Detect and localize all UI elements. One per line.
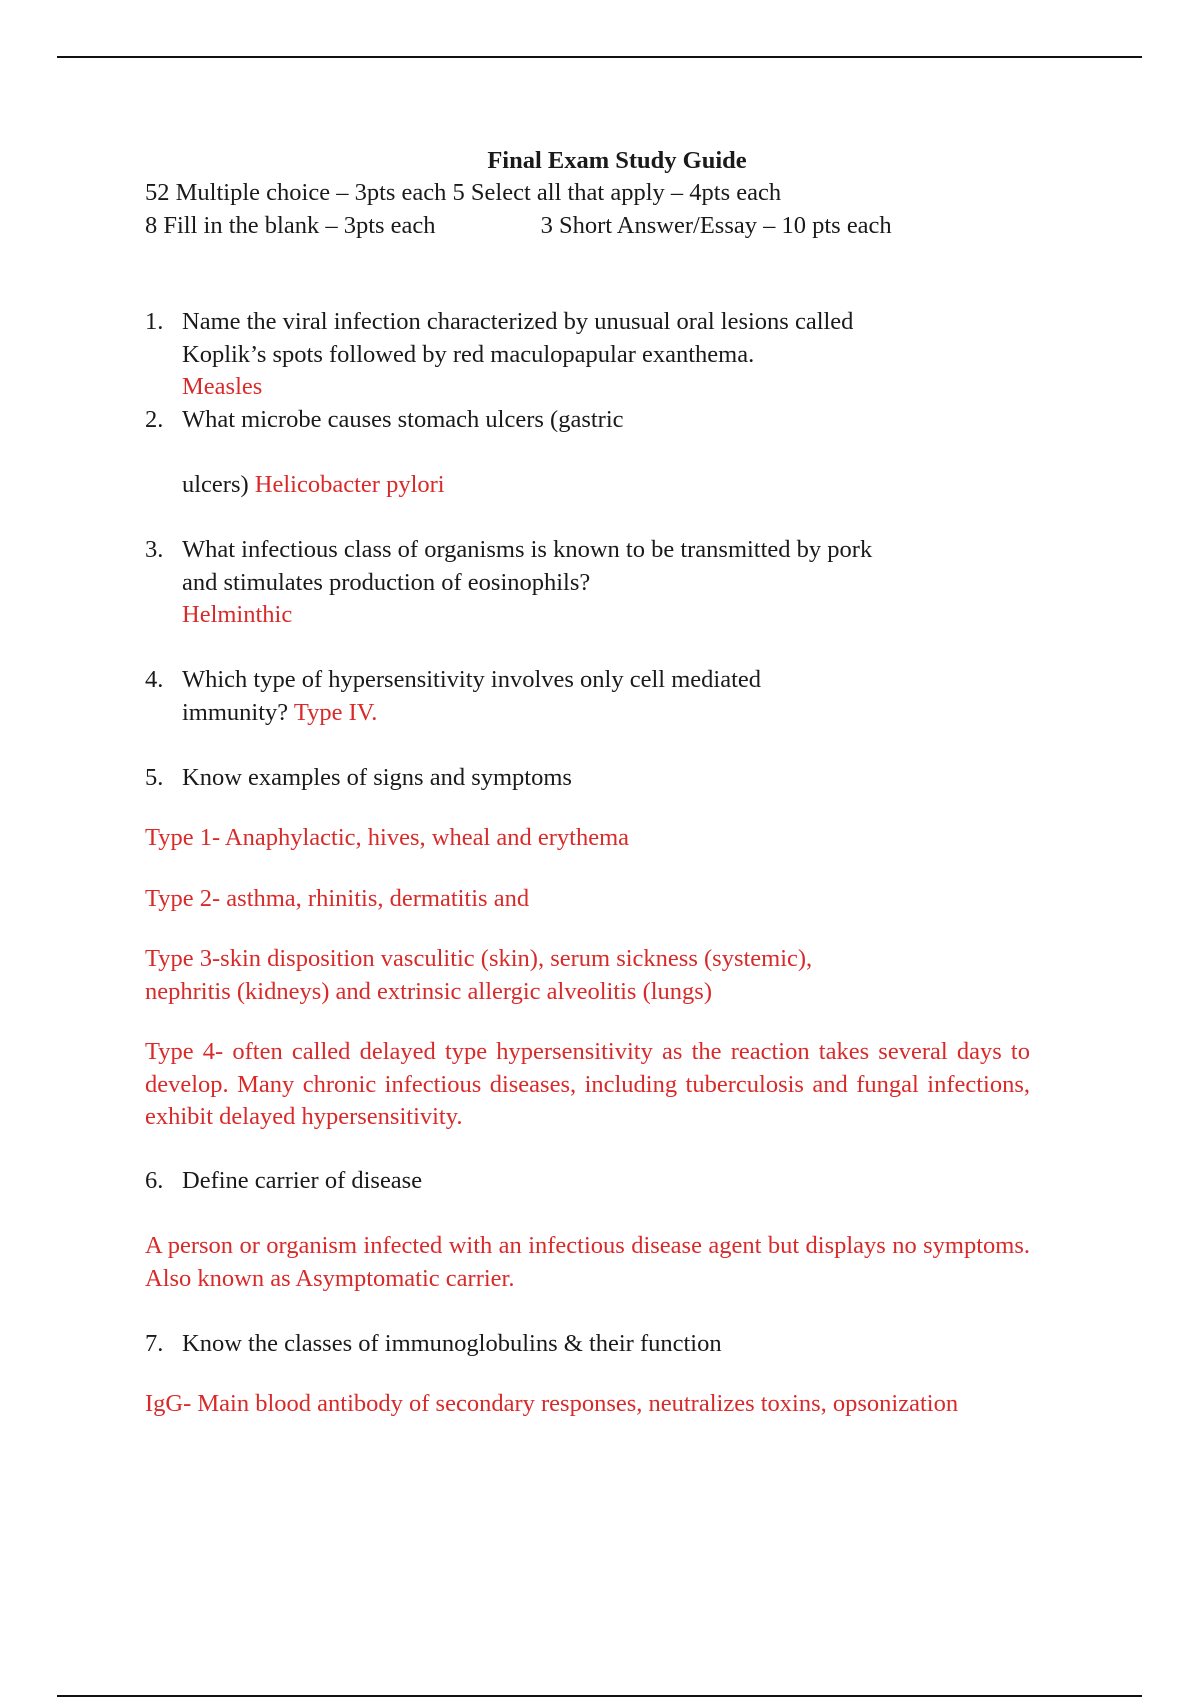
answer-igg: IgG- Main blood antibody of secondary responses, neutralizes toxins, opsonization — [145, 1390, 959, 1417]
question-5 — [145, 762, 1055, 795]
document-page — [145, 145, 1095, 1417]
scoring-short-answer: 3 Short Answer/Essay – 10 pts each — [540, 211, 892, 239]
scoring-line-1: 52 Multiple choice – 3pts each 5 Select all that apply – 4pts each — [145, 179, 782, 206]
answer-carrier: A person or organism infected with an infectious disease agent but displays no symptoms. Also known as Asymptomatic carrier. — [145, 1232, 1030, 1292]
answer-text: Helminthic — [182, 601, 293, 628]
bottom-rule — [57, 1695, 1142, 1697]
answer-text: Type IV. — [293, 698, 378, 726]
question-1 — [145, 306, 1055, 404]
question-text: Know the classes of immunoglobulins & their function — [182, 1330, 722, 1357]
page-title: Final Exam Study Guide — [487, 147, 747, 174]
question-6 — [145, 1165, 1055, 1198]
question-text: Know examples of signs and symptoms — [182, 764, 572, 791]
top-rule — [57, 56, 1142, 58]
answer-type-1: Type 1- Anaphylactic, hives, wheal and erythema — [145, 824, 630, 851]
question-2 — [145, 404, 1055, 501]
answer-text: Measles — [182, 373, 263, 400]
question-text: What microbe causes stomach ulcers (gastric — [182, 406, 624, 433]
question-text: Which type of hypersensitivity involves only cell mediated — [182, 666, 762, 693]
question-number: 4. — [145, 666, 164, 693]
question-text: Name the viral infection characterized by unusual oral lesions called — [182, 308, 854, 335]
question-number: 6. — [145, 1167, 164, 1194]
question-text: immunity? — [182, 698, 289, 726]
question-7 — [145, 1328, 1055, 1361]
question-text: ulcers) — [182, 470, 249, 498]
answer-type-3 — [145, 943, 1030, 1008]
answer-type-4: Type 4- often called delayed type hypersensitivity as the reaction takes several days to develop. Many chronic infectious diseases, including tuberculosis and fungal infections, exhibit delayed hypersensitivity. — [145, 1038, 1030, 1130]
question-number: 1. — [145, 308, 164, 335]
answer-type-2: Type 2- asthma, rhinitis, dermatitis and — [145, 885, 530, 912]
scoring-line-2 — [145, 210, 1095, 243]
question-3 — [145, 534, 1055, 632]
question-text: Koplik’s spots followed by red maculopapular exanthema. — [182, 340, 755, 368]
question-number: 5. — [145, 764, 164, 791]
question-number: 3. — [145, 536, 164, 563]
answer-type-3-line-1: Type 3-skin disposition vasculitic (skin), serum sickness (systemic), — [145, 945, 813, 972]
question-number: 2. — [145, 406, 164, 433]
scoring-fill-blank: 8 Fill in the blank – 3pts each — [145, 211, 436, 239]
answer-text: Helicobacter pylori — [254, 470, 445, 498]
question-4 — [145, 664, 1055, 729]
question-text: What infectious class of organisms is known to be transmitted by pork — [182, 536, 873, 563]
question-number: 7. — [145, 1330, 164, 1357]
question-text: Define carrier of disease — [182, 1167, 423, 1194]
question-text: and stimulates production of eosinophils? — [182, 568, 591, 596]
answer-type-3-line-2: nephritis (kidneys) and extrinsic allergic alveolitis (lungs) — [145, 977, 712, 1005]
